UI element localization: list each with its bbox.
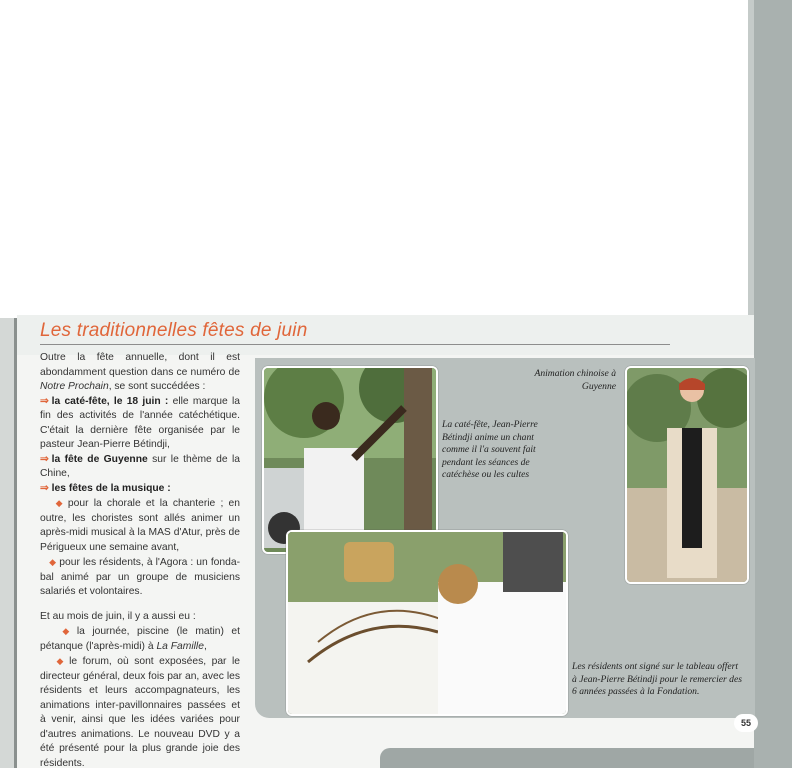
article-text bbox=[40, 351, 240, 771]
photo-residents-tableau bbox=[286, 530, 568, 716]
caption-cate-fete: La caté-fête, Jean-Pierre Bétindji anime un chant comme il l'a souvent fait pendant les séances de catéchèse ou les cultes bbox=[442, 419, 538, 480]
diamond-icon: ◆ bbox=[49, 557, 57, 567]
intro-paragraph: Outre la fête annuelle, dont il est abondamment question dans ce numéro de Notre Prochain, se sont succédées : bbox=[40, 352, 240, 392]
photo-cate-fete-image bbox=[264, 368, 436, 552]
sub-forum: ◆ le forum, où sont exposées, par le directeur général, deux fois par an, avec les résidents et leurs accompagnateurs, les animations inter-pavillonnaires passées et à venir, ainsi que les idées variées pour d'autres animations. Le nouveau DVD y a été présenté pour la plus grande joie des résidents. bbox=[40, 656, 240, 769]
diamond-icon: ◆ bbox=[55, 498, 65, 508]
photo-animation-chinoise bbox=[625, 366, 749, 584]
item-musique: ⇒ les fêtes de la musique : bbox=[40, 482, 171, 494]
sub-chorale: ◆ pour la chorale et la chanterie ; en outre, les choristes sont allés animer un après-midi musical à la MAS d'Atur, près de Périgueux une semaine avant, bbox=[40, 498, 240, 553]
diamond-icon: ◆ bbox=[62, 626, 74, 636]
photo-chinoise-image bbox=[627, 368, 747, 582]
sub-residents: ◆ pour les résidents, à l'Agora : un fonda-bal animé par un groupe de musiciens salariés et volontaires. bbox=[40, 557, 241, 597]
caption-residents: Les résidents ont signé sur le tableau offert à Jean-Pierre Bétindji pour le remercier des 6 années passées à la Fondation. bbox=[572, 661, 742, 697]
item-guyenne: ⇒ la fête de Guyenne sur le thème de la Chine, bbox=[40, 453, 240, 479]
binding-spine bbox=[0, 318, 14, 768]
sub-journee: ◆ la journée, piscine (le matin) et pétanque (l'après-midi) à La Famille, bbox=[40, 626, 240, 652]
arrow-icon: ⇒ bbox=[40, 453, 49, 465]
arrow-icon: ⇒ bbox=[40, 395, 49, 407]
page-number: 55 bbox=[734, 714, 758, 732]
june-paragraph: Et au mois de juin, il y a aussi eu : bbox=[40, 610, 196, 622]
diamond-icon: ◆ bbox=[56, 656, 67, 666]
blank-area bbox=[0, 0, 748, 315]
item-cate-fete: ⇒ la caté-fête, le 18 juin : elle marque la fin des activités de l'année catéchétique. C'était la dernière fête organisée par le pasteur Jean-Pierre Bétindji, bbox=[40, 395, 240, 450]
page-edge-dark bbox=[754, 0, 792, 768]
page-title: Les traditionnelles fêtes de juin bbox=[40, 320, 308, 341]
title-underline bbox=[40, 344, 670, 345]
photo-residents-image bbox=[288, 532, 566, 714]
arrow-icon: ⇒ bbox=[40, 482, 49, 494]
footer-band bbox=[380, 748, 754, 768]
binding-line bbox=[14, 318, 17, 768]
photo-cate-fete bbox=[262, 366, 438, 554]
caption-animation-chinoise: Animation chinoise à Guyenne bbox=[534, 368, 616, 392]
